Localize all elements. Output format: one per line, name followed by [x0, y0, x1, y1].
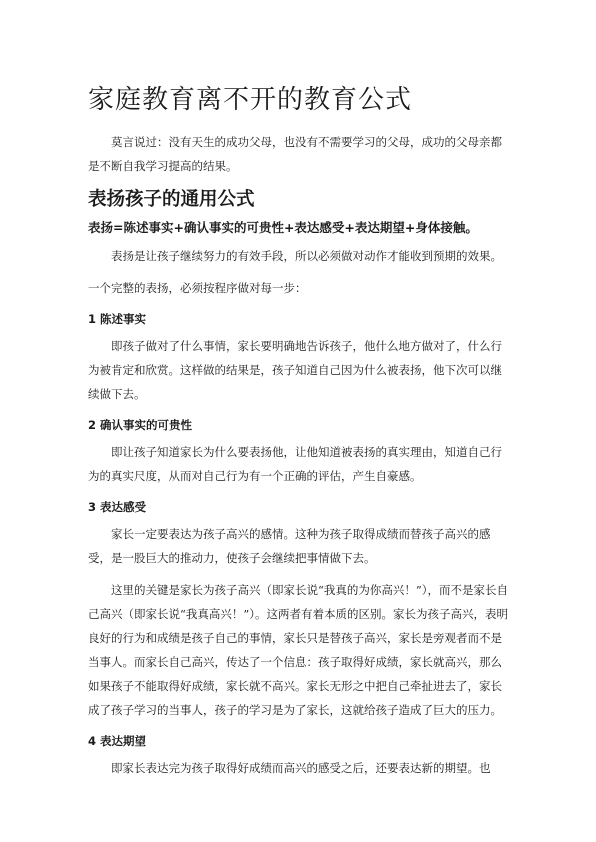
step-4-heading: 4 表达期望: [88, 734, 147, 748]
document-title: 家庭教育离不开的教育公式: [88, 85, 413, 115]
step-3-paragraph-1: 家长一定要表达为孩子高兴的感情。这种为孩子取得成绩而替孩子高兴的感受，是一股巨大的推动力，使孩子会继续把事情做下去。: [88, 527, 491, 565]
section-heading: 表扬孩子的通用公式: [88, 189, 255, 210]
step-3-heading: 3 表达感受: [88, 500, 147, 514]
step-1-paragraph: 即孩子做对了什么事情，家长要明确地告诉孩子，他什么地方做对了，什么行为被肯定和欣赏。这样做的结果是，孩子知道自己因为什么被表扬，他下次可以继续做下去。: [88, 339, 502, 401]
step-1-heading: 1 陈述事实: [88, 312, 147, 326]
step-2-heading: 2 确认事实的可贵性: [88, 418, 193, 432]
step-4-paragraph: 即家长表达完为孩子取得好成绩而高兴的感受之后，还要表达新的期望。也: [111, 761, 491, 775]
document-body: [88, 72, 508, 788]
step-3-paragraph-2: 这里的关键是家长为孩子高兴（即家长说“我真的为你高兴！”），而不是家长自己高兴（即家长说“我真高兴！”）。这两者有着本质的区别。家长为孩子高兴，表明良好的行为和成绩是孩子自己的事情，家长只是替孩子高兴，家长是旁观者而不是当事人。而家长自己高兴，传达了一个信息：孩子取得好成绩，家长就高兴，那么如果孩子不能取得好成绩，家长就不高兴。家长无形之中把自己牵扯进去了，家长成了孩子学习的当事人，孩子的学习是为了家长，这就给孩子造成了巨大的压力。: [88, 583, 509, 717]
intro-paragraph: 莫言说过：没有天生的成功父母，也没有不需要学习的父母，成功的父母亲都是不断自我学习提高的结果。: [88, 135, 502, 173]
steps-intro-paragraph: 一个完整的表扬，必须按程序做对每一步：: [88, 281, 307, 295]
purpose-paragraph: 表扬是让孩子继续努力的有效手段，所以必须做对动作才能收到预期的效果。: [111, 249, 502, 263]
step-2-paragraph: 即让孩子知道家长为什么要表扬他，让他知道被表扬的真实理由，知道自己行为的真实尺度，从而对自己行为有一个正确的评估，产生自豪感。: [88, 445, 502, 483]
praise-formula: 表扬=陈述事实+确认事实的可贵性+表达感受+表达期望+身体接触。: [88, 220, 478, 235]
